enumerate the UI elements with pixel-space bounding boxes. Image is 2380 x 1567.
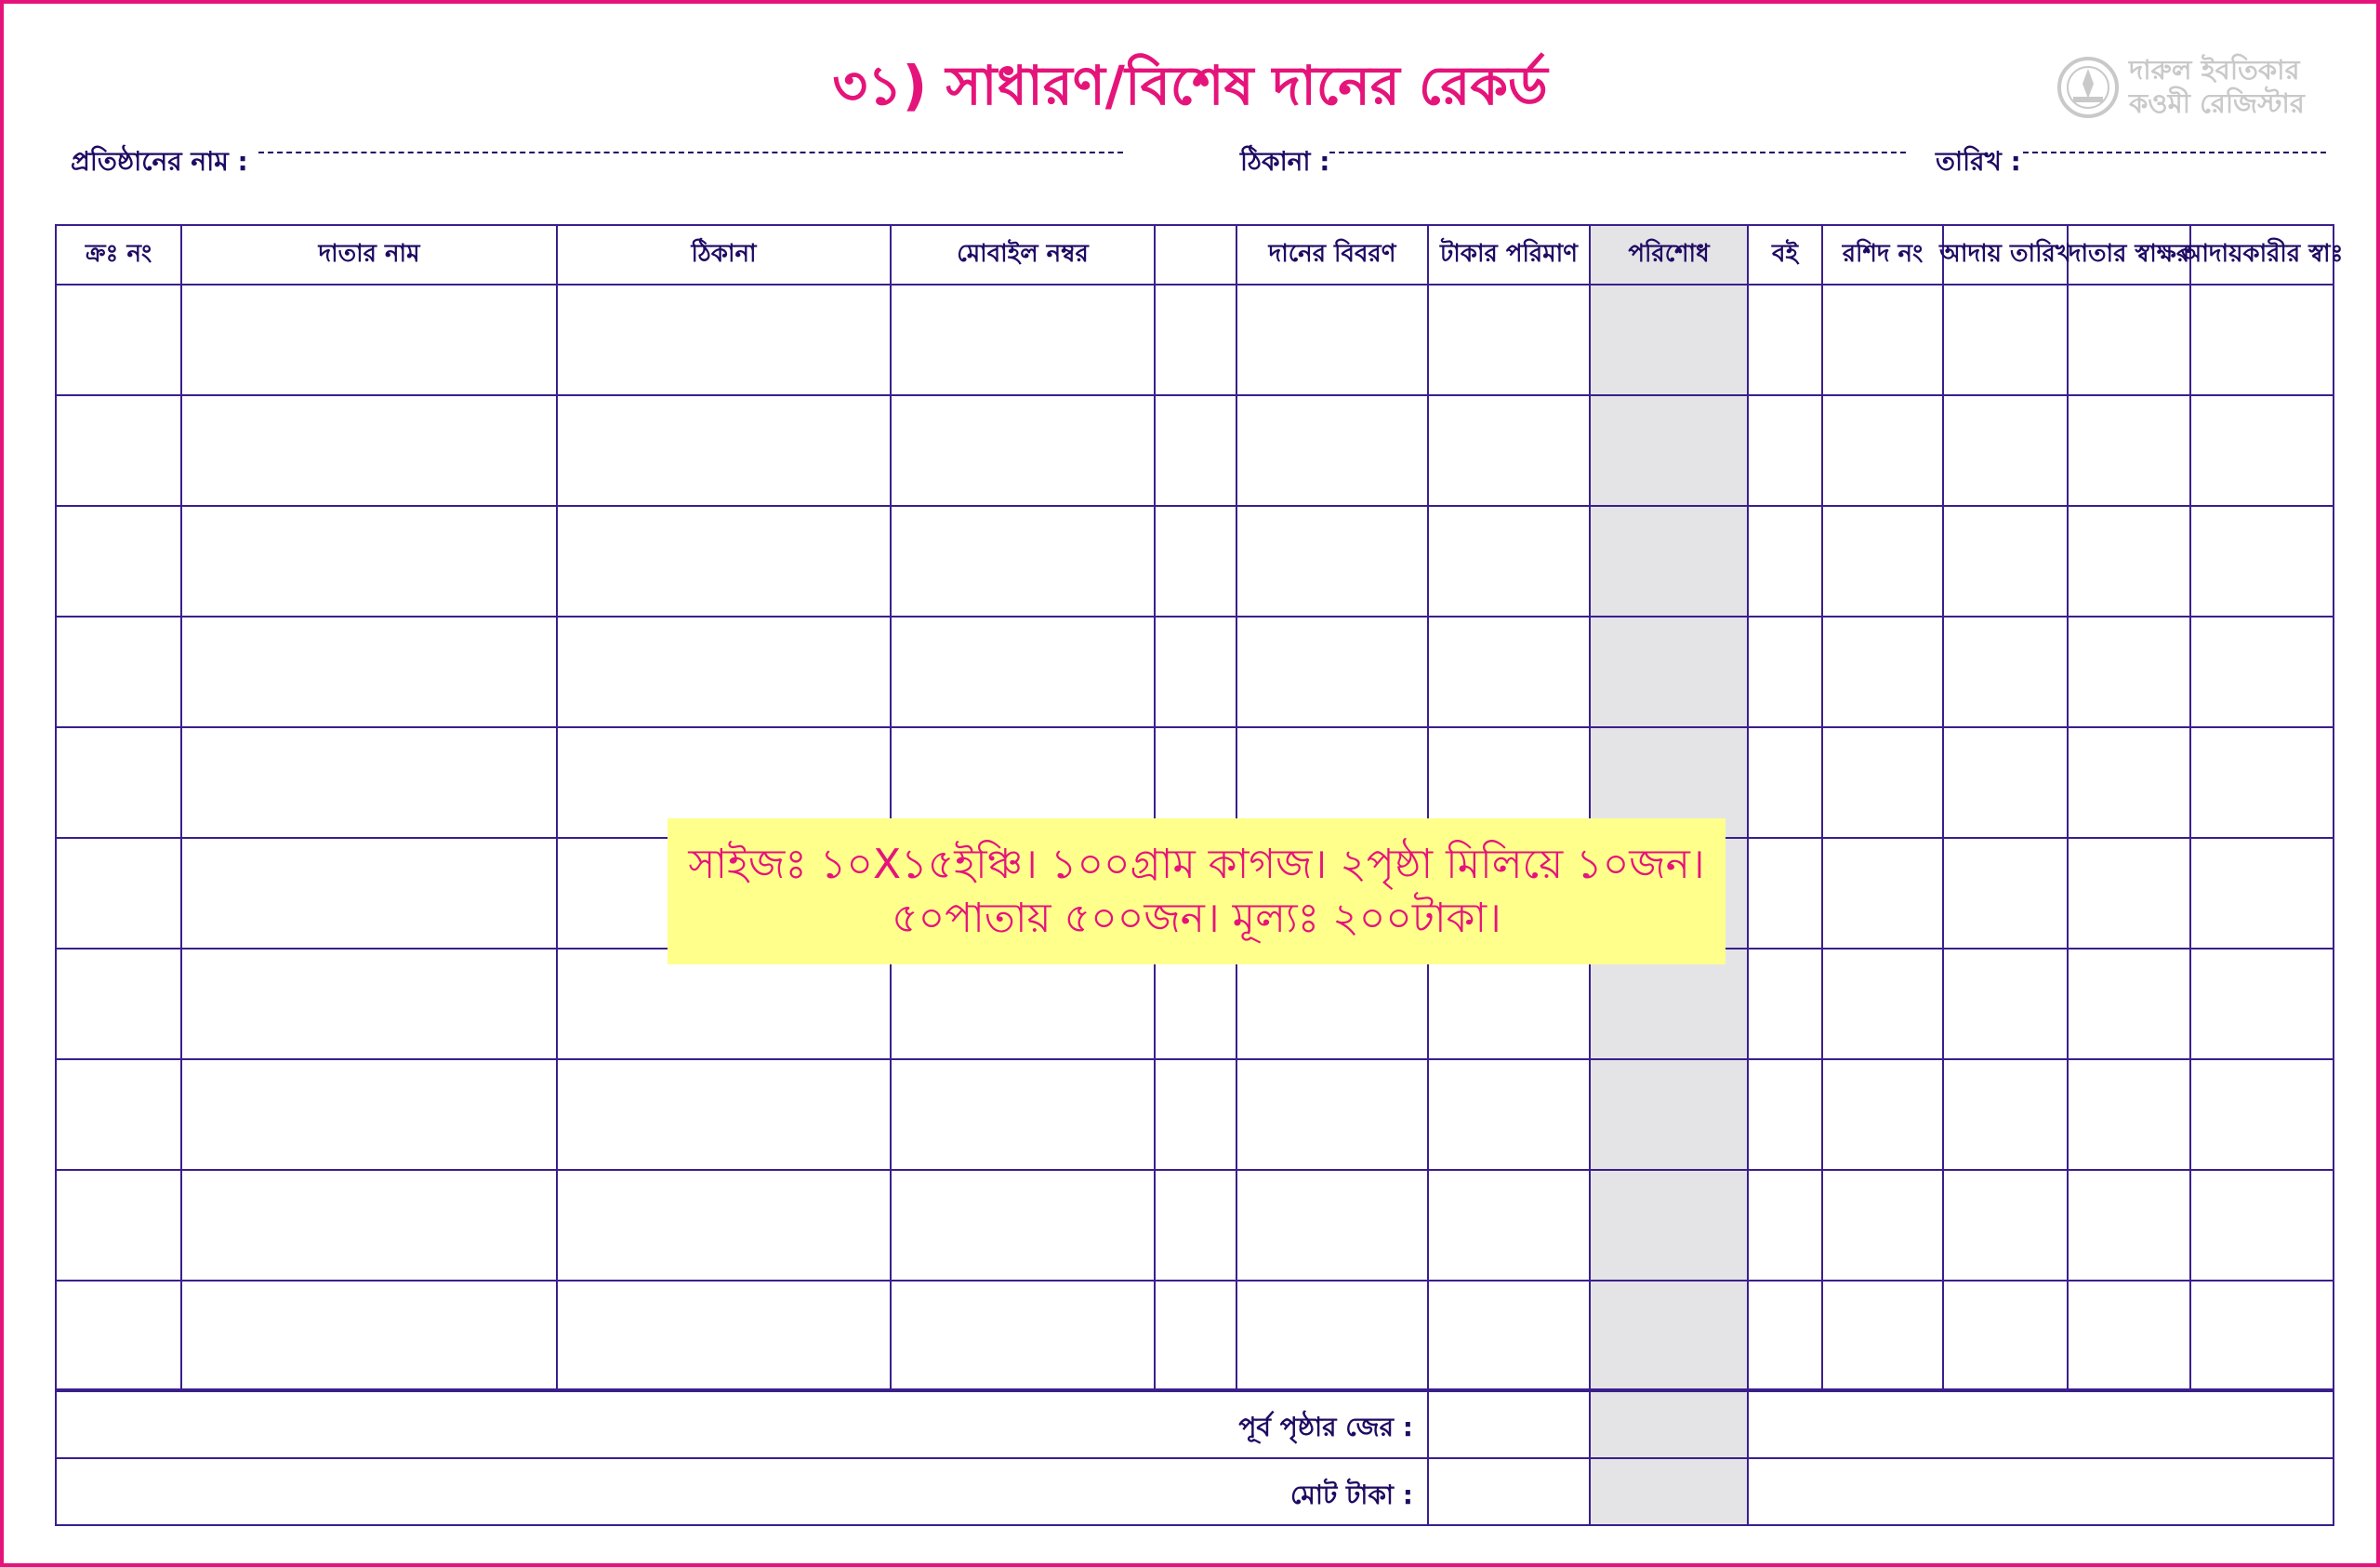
column-header-mobile: মোবাইল নম্বর (957, 240, 1089, 268)
product-notice-box (668, 818, 1726, 964)
column-header-serial: ক্রঃ নং (85, 240, 152, 268)
column-header-paid: পরিশোধ (1628, 240, 1710, 268)
page-title: ৩১) সাধারণ/বিশেষ দানের রেকর্ড (832, 54, 1548, 117)
column-header-book: বই (1772, 240, 1798, 268)
column-header-receipt-no: রশিদ নং (1842, 240, 1924, 268)
previous-page-total-label: পূর্ব পৃষ্ঠার জের : (1238, 1412, 1413, 1442)
column-header-donor-signature: দাতার স্বাক্ষর (2068, 240, 2190, 268)
column-header-collection-date: আদায় তারিখ (1939, 240, 2071, 268)
institution-name-label: প্রতিষ্ঠানের নাম : (71, 146, 248, 177)
notice-line-1: সাইজঃ ১০X১৫ইঞ্চি। ১০০গ্রাম কাগজ। ২পৃষ্ঠা মিলিয়ে ১০জন। (688, 840, 1705, 888)
total-amount-label: মোট টাকা : (1289, 1480, 1413, 1510)
column-header-blank (1155, 225, 1236, 285)
column-header-donor-name: দাতার নাম (318, 240, 420, 268)
address-label: ঠিকানা : (1240, 146, 1330, 177)
column-header-address: ঠিকানা (691, 240, 757, 268)
date-label: তারিখ : (1936, 146, 2021, 177)
logo-text-line1: দারুল ইবতিকার (2129, 54, 2300, 86)
column-header-donation-details: দানের বিবরণ (1268, 240, 1396, 268)
column-header-collector-signature: আদায়কারীর স্বাঃ (2180, 240, 2344, 268)
logo-text-line2: কওমী রেজিস্টার (2129, 87, 2305, 119)
column-header-amount: টাকার পরিমাণ (1440, 240, 1578, 268)
notice-line-2: ৫০পাতায় ৫০০জন। মূল্যঃ ২০০টাকা। (892, 894, 1501, 942)
